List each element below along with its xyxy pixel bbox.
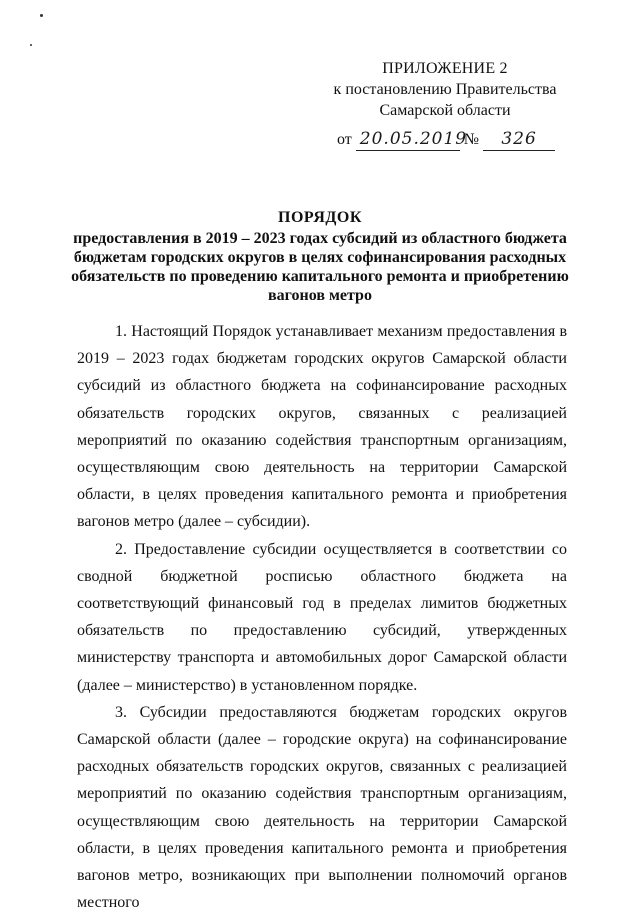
document-heading xyxy=(70,208,570,305)
annex-line-decree: к постановлению Правительства xyxy=(333,81,557,98)
document-body xyxy=(77,318,567,916)
document-title: ПОРЯДОК xyxy=(278,209,362,226)
scan-speck xyxy=(40,14,43,17)
scan-speck xyxy=(30,44,32,46)
paragraph-1: 1. Настоящий Порядок устанавливает механизм предоставления в 2019 – 2023 годах бюджетам городских округов Самарской области субсидий из областного бюджета на софинансирование расходных обязательств городских округов, связанных с реализацией мероприятий по оказанию содействия транспортным организациям, осуществляющим свою деятельность на территории Самарской области, в целях проведения капитального ремонта и приобретения вагонов метро (далее – субсидии). xyxy=(77,323,567,531)
annex-title: ПРИЛОЖЕНИЕ 2 xyxy=(382,60,508,77)
decree-date: 20.05.2019 xyxy=(356,128,460,151)
decree-number: 326 xyxy=(483,128,555,151)
annex-line-region: Самарской области xyxy=(379,102,511,119)
document-subtitle: предоставления в 2019 – 2023 годах субсидий из областного бюджета бюджетам городских округов в целях софинансирования расходных обязательств по проведению капитального ремонта и приобретению вагонов метро xyxy=(71,230,569,304)
paragraph-3: 3. Субсидии предоставляются бюджетам городских округов Самарской области (далее – городские округа) на софинансирование расходных обязательств городских округов, связанных с реализацией мероприятий по оказанию содействия транспортным организациям, осуществляющим свою деятельность на территории Самарской области, в целях проведения капитального ремонта и приобретения вагонов метро, возникающих при выполнении полномочий органов местного xyxy=(77,703,567,912)
annex-block xyxy=(330,58,560,121)
number-label: № xyxy=(463,131,480,148)
from-label: от xyxy=(337,131,352,148)
paragraph-2: 2. Предоставление субсидии осуществляется в соответствии со сводной бюджетной росписью областного бюджета на соответствующий финансовый год в пределах лимитов бюджетных обязательств по предоставлению субсидий, утвержденных министерству транспорта и автомобильных дорог Самарской области (далее – министерство) в установленном порядке. xyxy=(77,540,567,694)
decree-dateline xyxy=(337,128,555,151)
